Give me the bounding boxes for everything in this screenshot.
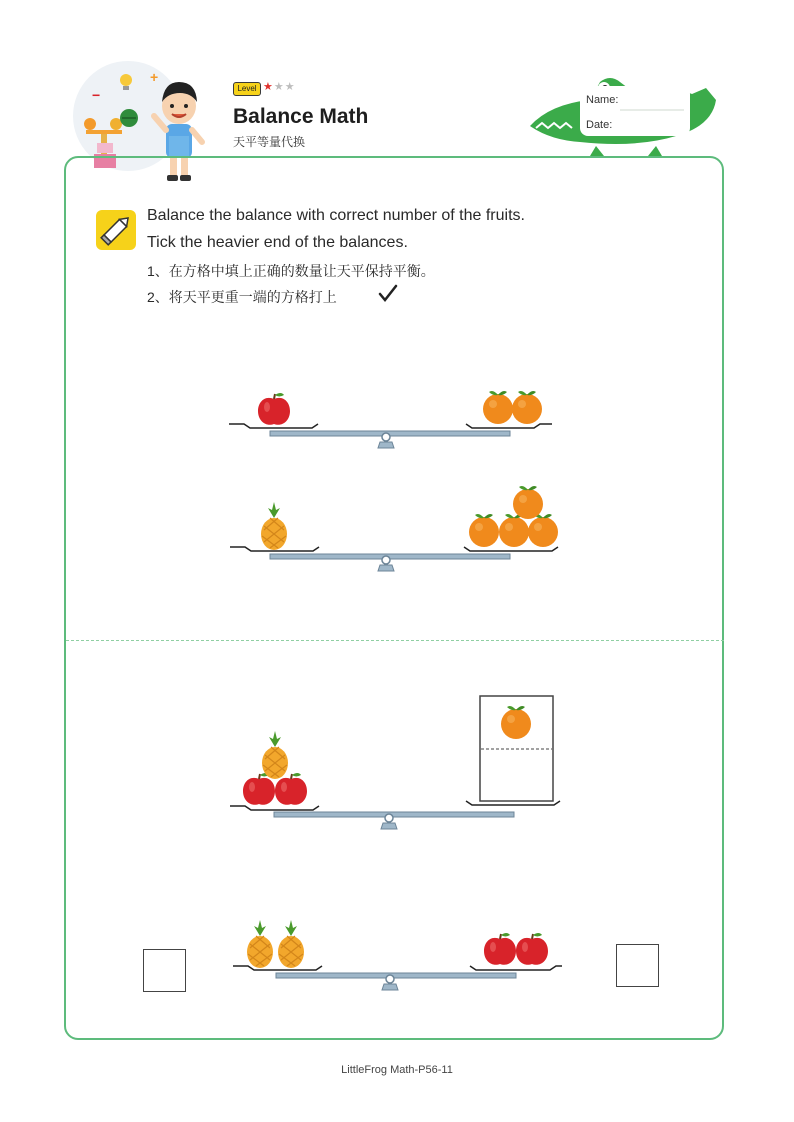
page-title: Balance Math — [233, 105, 369, 128]
orange — [513, 486, 543, 519]
orange — [528, 514, 558, 547]
page-subtitle: 天平等量代换 — [233, 135, 306, 149]
balance-3 — [230, 696, 560, 829]
balance-1 — [229, 391, 552, 448]
apple — [516, 933, 548, 965]
balance-3-left-pan — [230, 806, 319, 810]
balance-4-base — [382, 984, 398, 990]
balance-4 — [233, 920, 562, 990]
balance-2-base — [378, 565, 394, 571]
pineapple — [247, 920, 273, 968]
orange — [512, 391, 542, 424]
balance-3-base — [381, 823, 397, 829]
instruction-en-2: Tick the heavier end of the balances. — [147, 234, 408, 251]
star-empty-icon: ★ — [284, 81, 296, 93]
minus-sign-icon: − — [92, 87, 101, 103]
orange — [469, 514, 499, 547]
balance-1-right-pan — [466, 424, 552, 428]
balance-3-beam — [274, 812, 514, 817]
star-empty-icon: ★ — [273, 81, 285, 93]
pineapple — [278, 920, 304, 968]
plus-sign-icon: + — [150, 69, 159, 85]
balance-4-left-pan — [233, 966, 322, 970]
balance-2-right-pan — [464, 547, 558, 551]
star-filled-icon: ★ — [263, 81, 274, 93]
balance-1-left-pan — [229, 424, 318, 428]
page-footer: LittleFrog Math-P56-11 — [341, 1064, 453, 1076]
balance-4-beam — [276, 973, 516, 978]
pineapple — [262, 731, 288, 779]
balance-4-right-tick-box[interactable] — [616, 944, 659, 987]
instruction-en-1: Balance the balance with correct number of the fruits. — [147, 207, 525, 224]
balance-4-left-tick-box[interactable] — [143, 949, 186, 992]
date-label: Date: — [586, 119, 613, 131]
apple — [484, 933, 516, 965]
balance-1-base — [378, 442, 394, 448]
apple — [258, 393, 290, 425]
balance-2 — [230, 486, 558, 571]
pineapple — [261, 502, 287, 550]
name-label: Name: — [586, 94, 619, 106]
level-badge: Level — [233, 82, 261, 96]
instruction-cn-1: 1、在方格中填上正确的数量让天平保持平衡。 — [147, 263, 435, 279]
orange — [499, 514, 529, 547]
balance-4-right-pan — [470, 966, 562, 970]
orange — [483, 391, 513, 424]
instruction-cn-2: 2、将天平更重一端的方格打上 — [147, 289, 337, 305]
section-divider — [66, 640, 724, 641]
